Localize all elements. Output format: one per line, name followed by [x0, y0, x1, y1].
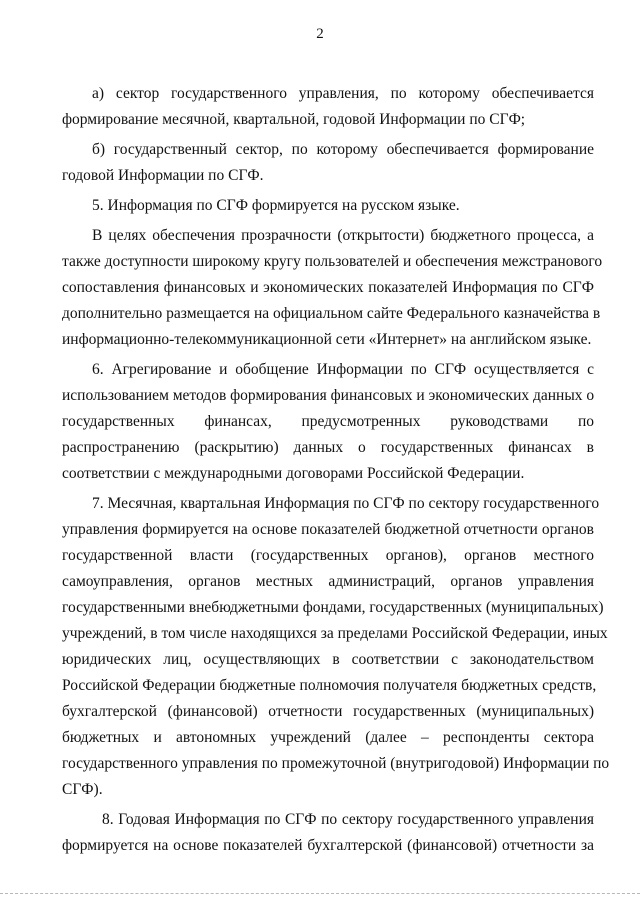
page-bottom-edge: [0, 893, 640, 894]
text-line: дополнительно размещается на официальном сайте Федерального казначейства в: [62, 305, 601, 322]
text-line: СГФ).: [62, 781, 103, 798]
text-line: информационно-телекоммуникационной сети «Интернет» на английском языке.: [62, 331, 592, 348]
paragraph-8: [62, 807, 594, 859]
text-line: самоуправления, органов местных администраций, органов управления: [62, 573, 594, 590]
paragraph-7: [62, 491, 610, 803]
text-line: государственного управления по промежуточной (внутригодовой) Информации по: [62, 755, 610, 772]
text-line: распространению (раскрытию) данных о государственных финансах в: [62, 439, 594, 456]
text-line: 6. Агрегирование и обобщение Информации по СГФ осуществляется с: [92, 361, 594, 378]
paragraph-6: [62, 357, 594, 487]
text-line: Российской Федерации бюджетные полномочия получателя бюджетных средств,: [62, 677, 597, 694]
text-line: формирование месячной, квартальной, годовой Информации по СГФ;: [62, 111, 526, 128]
text-line: 5. Информация по СГФ формируется на русском языке.: [92, 197, 460, 214]
document-body: [62, 81, 610, 863]
text-line: б) государственный сектор, по которому обеспечивается формирование: [92, 141, 594, 158]
page-number: 2: [316, 26, 324, 42]
paragraph-sector-a: [62, 81, 594, 133]
text-line: государственных финансах, предусмотренных руководствами по: [62, 413, 594, 430]
text-line: также доступности широкому кругу пользователей и обеспечения межстранового: [62, 253, 603, 270]
text-line: использованием методов формирования финансовых и экономических данных о: [62, 387, 595, 404]
paragraph-sector-b: [62, 137, 594, 189]
text-line: формируется на основе показателей бухгалтерской (финансовой) отчетности за: [62, 837, 594, 854]
text-line: юридических лиц, осуществляющих в соответствии с законодательством: [62, 651, 594, 668]
text-line: бюджетных и автономных учреждений (далее – респонденты сектора: [62, 729, 594, 746]
text-line: управления формируется на основе показателей бюджетной отчетности органов: [62, 521, 594, 538]
text-line: бухгалтерской (финансовой) отчетности государственных (муниципальных): [62, 703, 594, 720]
text-line: сопоставления финансовых и экономических показателей Информация по СГФ: [62, 279, 594, 296]
paragraph-5: [62, 193, 594, 219]
text-line: учреждений, в том числе находящихся за пределами Российской Федерации, иных: [62, 625, 608, 642]
text-line: соответствии с международными договорами Российской Федерации.: [62, 465, 525, 482]
text-line: 7. Месячная, квартальная Информация по СГФ по сектору государственного: [92, 495, 600, 512]
text-line: а) сектор государственного управления, по которому обеспечивается: [92, 85, 594, 102]
text-line: В целях обеспечения прозрачности (открытости) бюджетного процесса, а: [92, 227, 594, 244]
paragraph-transparency: [62, 223, 603, 353]
text-line: годовой Информации по СГФ.: [62, 167, 264, 184]
text-line: государственными внебюджетными фондами, государственных (муниципальных): [62, 599, 604, 616]
text-line: государственной власти (государственных органов), органов местного: [62, 547, 594, 564]
text-line: 8. Годовая Информация по СГФ по сектору государственного управления: [102, 811, 594, 828]
